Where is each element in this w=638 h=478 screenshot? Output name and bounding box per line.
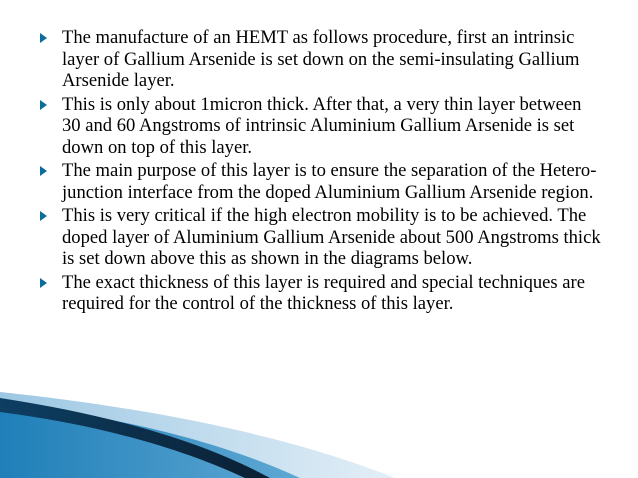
bullet-text: The main purpose of this layer is to ensure the separation of the Hetero-junction interface from the doped Aluminium Gallium Arsenide region. xyxy=(62,160,597,203)
bullet-text: The exact thickness of this layer is required and special techniques are required for the control of the thickness of this layer. xyxy=(62,271,586,314)
bullet-text: This is only about 1micron thick. After that, a very thin layer between 30 and 60 Angstroms of intrinsic Aluminium Gallium Arsenide is set down on top of this layer. xyxy=(62,93,582,158)
bullet-text: The manufacture of an HEMT as follows procedure, first an intrinsic layer of Gallium Arsenide is set down on the semi-insulating Gallium Arsenide layer. xyxy=(62,27,580,91)
bullet-text: This is very critical if the high electron mobility is to be achieved. The doped layer of Aluminium Gallium Arsenide about 500 Angstroms thick is set down above this as shown in the diagrams below. xyxy=(62,205,601,269)
